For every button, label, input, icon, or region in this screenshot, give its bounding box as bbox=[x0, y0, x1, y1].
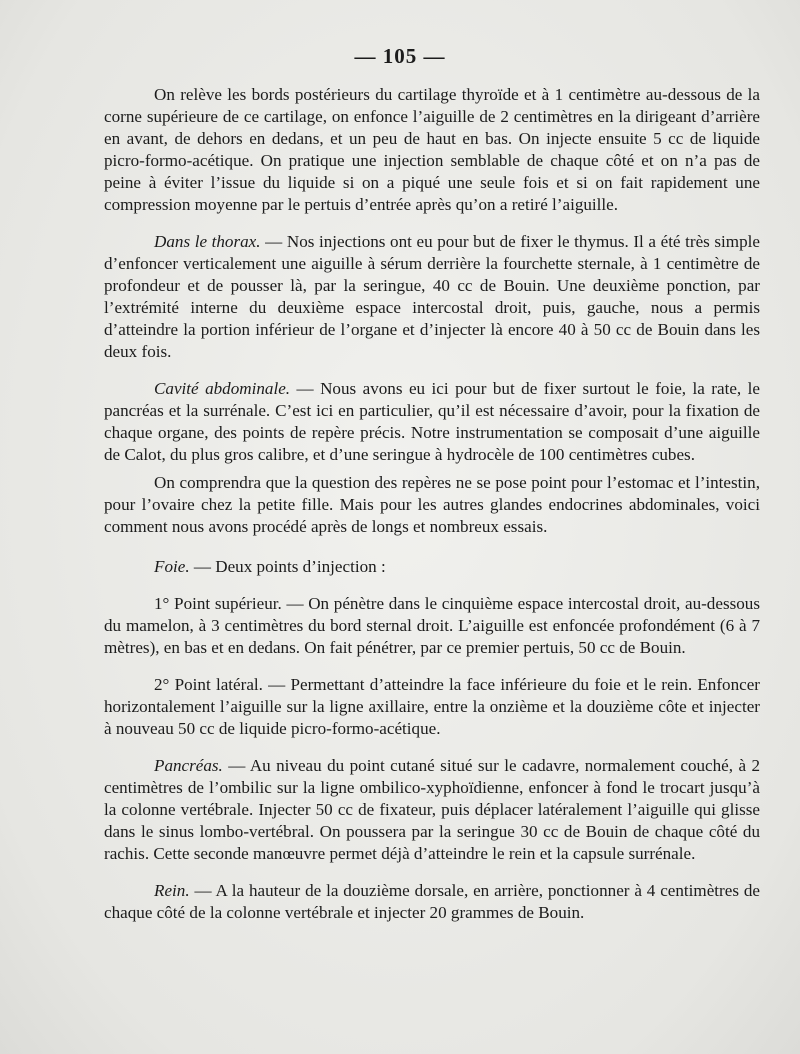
paragraph-thorax bbox=[104, 231, 760, 363]
paragraph-thyroid bbox=[104, 84, 760, 216]
section-heading-foie: Foie. bbox=[154, 557, 190, 576]
paragraph-text: — Nos injections ont eu pour but de fixer le thymus. Il a été très simple d’enfoncer verticalement une aiguille à sérum derrière la fourchette sternale, à 1 centimètre de profondeur et de pousser là, par la seringue, 40 cc de Bouin. Une deuxième ponction, par l’extrémité interne du deuxième espace intercostal droit, puis, gauche, nous a permis d’atteindre la portion inférieur de l’organe et d’injecter là encore 40 à 50 cc de Bouin dans les deux fois. bbox=[104, 232, 760, 361]
paragraph-pancreas bbox=[104, 755, 760, 865]
paragraph-text: — A la hauteur de la douzième dorsale, en arrière, ponctionner à 4 centimètres de chaque côté de la colonne vertébrale et injecter 20 grammes de Bouin. bbox=[104, 881, 760, 922]
paragraph-text: On relève les bords postérieurs du cartilage thyroïde et à 1 centimètre au-dessous de la corne supérieure de ce cartilage, on enfonce l’aiguille de 2 centimètres en la dirigeant d’arrière en avant, de dehors en dedans, et un peu de haut en bas. On injecte ensuite 5 cc de liquide picro-formo-acétique. On pratique une injection semblable de chaque côté et on n’a pas de peine à éviter l’issue du liquide si on a piqué une seule fois et si on fait rapidement une compression moyenne par le pertuis d’entrée après qu’on a retiré l’aiguille. bbox=[104, 85, 760, 214]
section-heading-rein: Rein. bbox=[154, 881, 190, 900]
paragraph-text: 1° Point supérieur. — On pénètre dans le cinquième espace intercostal droit, au-dessous du mamelon, à 3 centimètres du bord sternal droit. L’aiguille est enfoncée profondément (6 à 7 mètres), en bas et en dedans. On fait pénétrer, par ce premier pertuis, 50 cc de Bouin. bbox=[104, 594, 760, 657]
paragraph-foie bbox=[104, 556, 760, 578]
paragraph-text: — Deux points d’injection : bbox=[189, 557, 386, 576]
paragraph-point-lateral bbox=[104, 674, 760, 740]
paragraph-rein bbox=[104, 880, 760, 924]
paragraph-abdominal bbox=[104, 378, 760, 466]
section-heading-pancreas: Pancréas. bbox=[154, 756, 223, 775]
paragraph-text: — Nous avons eu ici pour but de fixer surtout le foie, la rate, le pancréas et la surrénale. C’est ici en particulier, qu’il est nécessaire d’avoir, pour la fixation de chaque organe, des points de repère précis. Notre instrumentation se composait d’une aiguille de Calot, du plus gros calibre, et d’une seringue à hydrocèle de 100 centimètres cubes. bbox=[104, 379, 760, 464]
paragraph-point-superieur bbox=[104, 593, 760, 659]
body-text bbox=[104, 84, 760, 924]
paragraph-text: — Au niveau du point cutané situé sur le cadavre, normalement couché, à 2 centimètres de l’ombilic sur la ligne ombilico-xyphoïdienne, enfoncer à fond le trocart jusqu’à la colonne vertébrale. Injecter 50 cc de fixateur, puis déplacer latéralement l’aiguille qui glisse dans le sinus lombo-vertébral. On poussera par la seringue 30 cc de Bouin de chaque côté du rachis. Cette seconde manœuvre permet déjà d’atteindre le rein et la capsule surrénale. bbox=[104, 756, 760, 863]
page-number: — 105 — bbox=[354, 44, 446, 68]
paragraph-text: 2° Point latéral. — Permettant d’atteindre la face inférieure du foie et le rein. Enfoncer horizontalement l’aiguille sur la ligne axillaire, entre la onzième et la douzième côte et injecter à nouveau 50 cc de liquide picro-formo-acétique. bbox=[104, 675, 760, 738]
section-heading-thorax: Dans le thorax. bbox=[154, 232, 261, 251]
paragraph-reperes bbox=[104, 472, 760, 538]
section-heading-abdominal: Cavité abdominale. bbox=[154, 379, 291, 398]
paragraph-text: On comprendra que la question des repères ne se pose point pour l’estomac et l’intestin, pour l’ovaire chez la petite fille. Mais pour les autres glandes endocrines abdominales, voici comment nous avons procédé après de longs et nombreux essais. bbox=[104, 473, 760, 536]
